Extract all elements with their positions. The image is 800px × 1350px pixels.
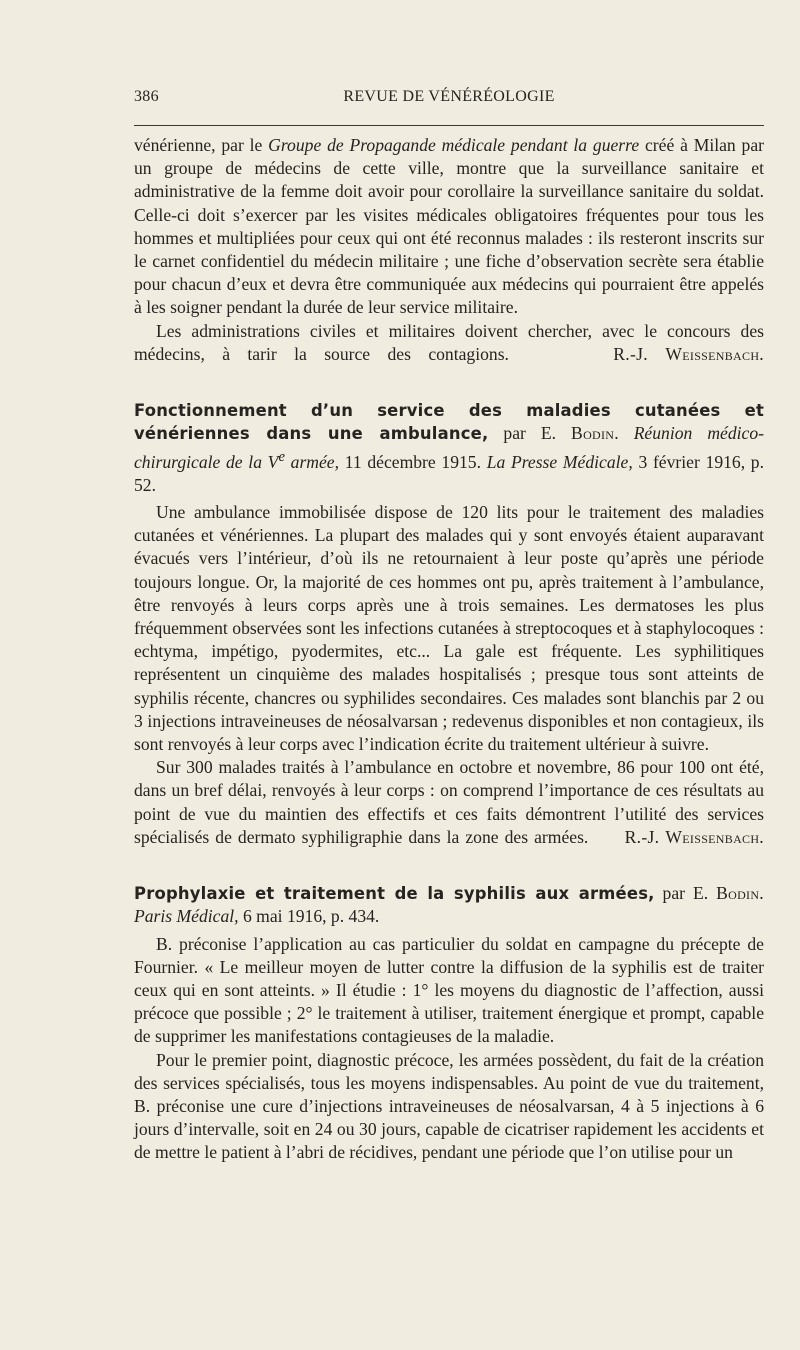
text-run: Les administrations civiles et militaires doivent chercher, avec le concours des médecins, à tarir la source des contagions. xyxy=(134,320,764,364)
group-name: Groupe de Propagande médicale pendant la guerre xyxy=(268,135,640,155)
page-header xyxy=(134,88,764,112)
article-1-source: Réunion médico-chirurgicale de la V xyxy=(134,423,764,472)
article-2-heading xyxy=(134,882,764,928)
intro-paragraph-1 xyxy=(134,134,764,320)
body-text xyxy=(134,134,764,1165)
header-rule xyxy=(134,125,764,126)
article-2-title: Prophylaxie et traitement de la syphilis aux armées, xyxy=(134,884,655,904)
signature: R.-J. Weissenbach. xyxy=(624,826,765,847)
intro-paragraph-2 xyxy=(134,320,764,390)
article-2-paragraph-2: Pour le premier point, diagnostic précoce, les armées possèdent, du fait de la création des services spécialisés, tous les moyens indispensables. Au point de vue du traitement, B. préconise une cure d’injections intraveineuses de néosalvarsan, 4 à 5 injections à 6 jours d’intervalle, soit en 24 ou 30 jours, capable de cicatriser rapidement les accidents et de mettre le patient à l’abri de récidives, pendant une période que l’on utilise pour un xyxy=(134,1049,764,1163)
text-run: 11 décembre 1915. xyxy=(339,451,487,472)
article-1-paragraph-2 xyxy=(134,756,764,872)
signature: R.-J. Weissenbach. xyxy=(613,343,764,364)
text-run: créé à Milan par un groupe de médecins de cette ville, montre que la surveillance sanitaire et administrative de la femme doit avoir pour corollaire la surveillance sanitaire du soldat. Celle-ci doit s’exercer par les visites médicales obligatoires fréquentes pour tous les hommes et multipliées pour ceux qui ont été reconnus malades : ils resteront inscrits sur le carnet confidentiel du médecin militaire ; une fiche d’observation secrète sera établie pour chacun d’eux et devra être communiquée aux médecins qui pourraient être appelés à les soigner pendant la durée de leur service militaire. xyxy=(134,135,764,318)
article-2-paragraph-1: B. préconise l’application au cas particulier du soldat en campagne du précepte de Fournier. « Le meilleur moyen de lutter contre la diffusion de la syphilis est de traiter ceux qui en sont atteints. » Il étudie : 1° les moyens du diagnostic de l’affection, aussi précoce que possible ; 2° le traitement à utiliser, traitement énergique et prompt, capable de supprimer les manifestations contagieuses de la maladie. xyxy=(134,933,764,1047)
article-2-author: Bodin. xyxy=(716,883,764,904)
article-1-paragraph-1: Une ambulance immobilisée dispose de 120 lits pour le traitement des maladies cutanées et vénériennes. La plupart des malades qui y sont envoyés étaient auparavant évacués vers l’intérieur, d’où ils ne retournaient à leur poste qu’après une période toujours longue. Or, la majorité de ces hommes ont pu, après traitement à l’ambulance, être renvoyés à leurs corps après une à trois semaines. Les dermatoses les plus fréquemment observées sont les infections cutanées à streptocoques et à staphylocoques : echtyma, impétigo, pyodermites, etc... La gale est fréquente. Les syphilitiques représentent un cinquième des malades hospitalisés ; presque tous sont atteints de syphilis récente, chancres ou syphilides secondaires. Ces malades sont blanchis par 2 ou 3 injections intraveineuses de néosalvarsan ; redevenus disponibles et non contagieux, ils sont renvoyés à leur corps avec l’indication écrite du traitement ultérieur à suivre. xyxy=(134,501,764,754)
running-title: REVUE DE VÉNÉRÉOLOGIE xyxy=(343,88,555,105)
page-number: 386 xyxy=(134,88,159,105)
text-run: Sur 300 malades traités à l’ambulance en octobre et novembre, 86 pour 100 ont été, dans un bref délai, renvoyés à leur corps : on comprend l’importance de ces résultats au point de vue du maintien des effectifs et ces faits démontrent l’utilité des services spécialisés de dermato syphiligraphie dans la zone des armées. xyxy=(134,757,764,847)
text-run: 6 mai 1916, p. 434. xyxy=(238,906,380,927)
article-1-title: Fonctionnement d’un service des maladies cutanées et vénériennes dans une ambulance, xyxy=(134,401,764,444)
text-run: armée, xyxy=(284,451,340,472)
text-run: vénérienne, par le xyxy=(134,135,269,155)
text-run: 3 février 1916, p. 52. xyxy=(134,451,764,495)
journal-name: Paris Médical, xyxy=(134,906,239,927)
article-1-heading: Fonctionnement d’un service des maladies cutanées et vénériennes dans une ambulance, par E. Bodin. Réunion médico-chirurgicale de la Ve armée, 11 décembre 1915. La Presse Médicale, 3 février 1916, p. 52. xyxy=(134,401,764,495)
text-run: par E. xyxy=(654,883,717,904)
superscript: e xyxy=(278,448,285,465)
text-run: par E. xyxy=(488,423,572,444)
article-1-author: Bodin xyxy=(571,423,615,444)
journal-name: La Presse Médicale, xyxy=(486,451,633,472)
